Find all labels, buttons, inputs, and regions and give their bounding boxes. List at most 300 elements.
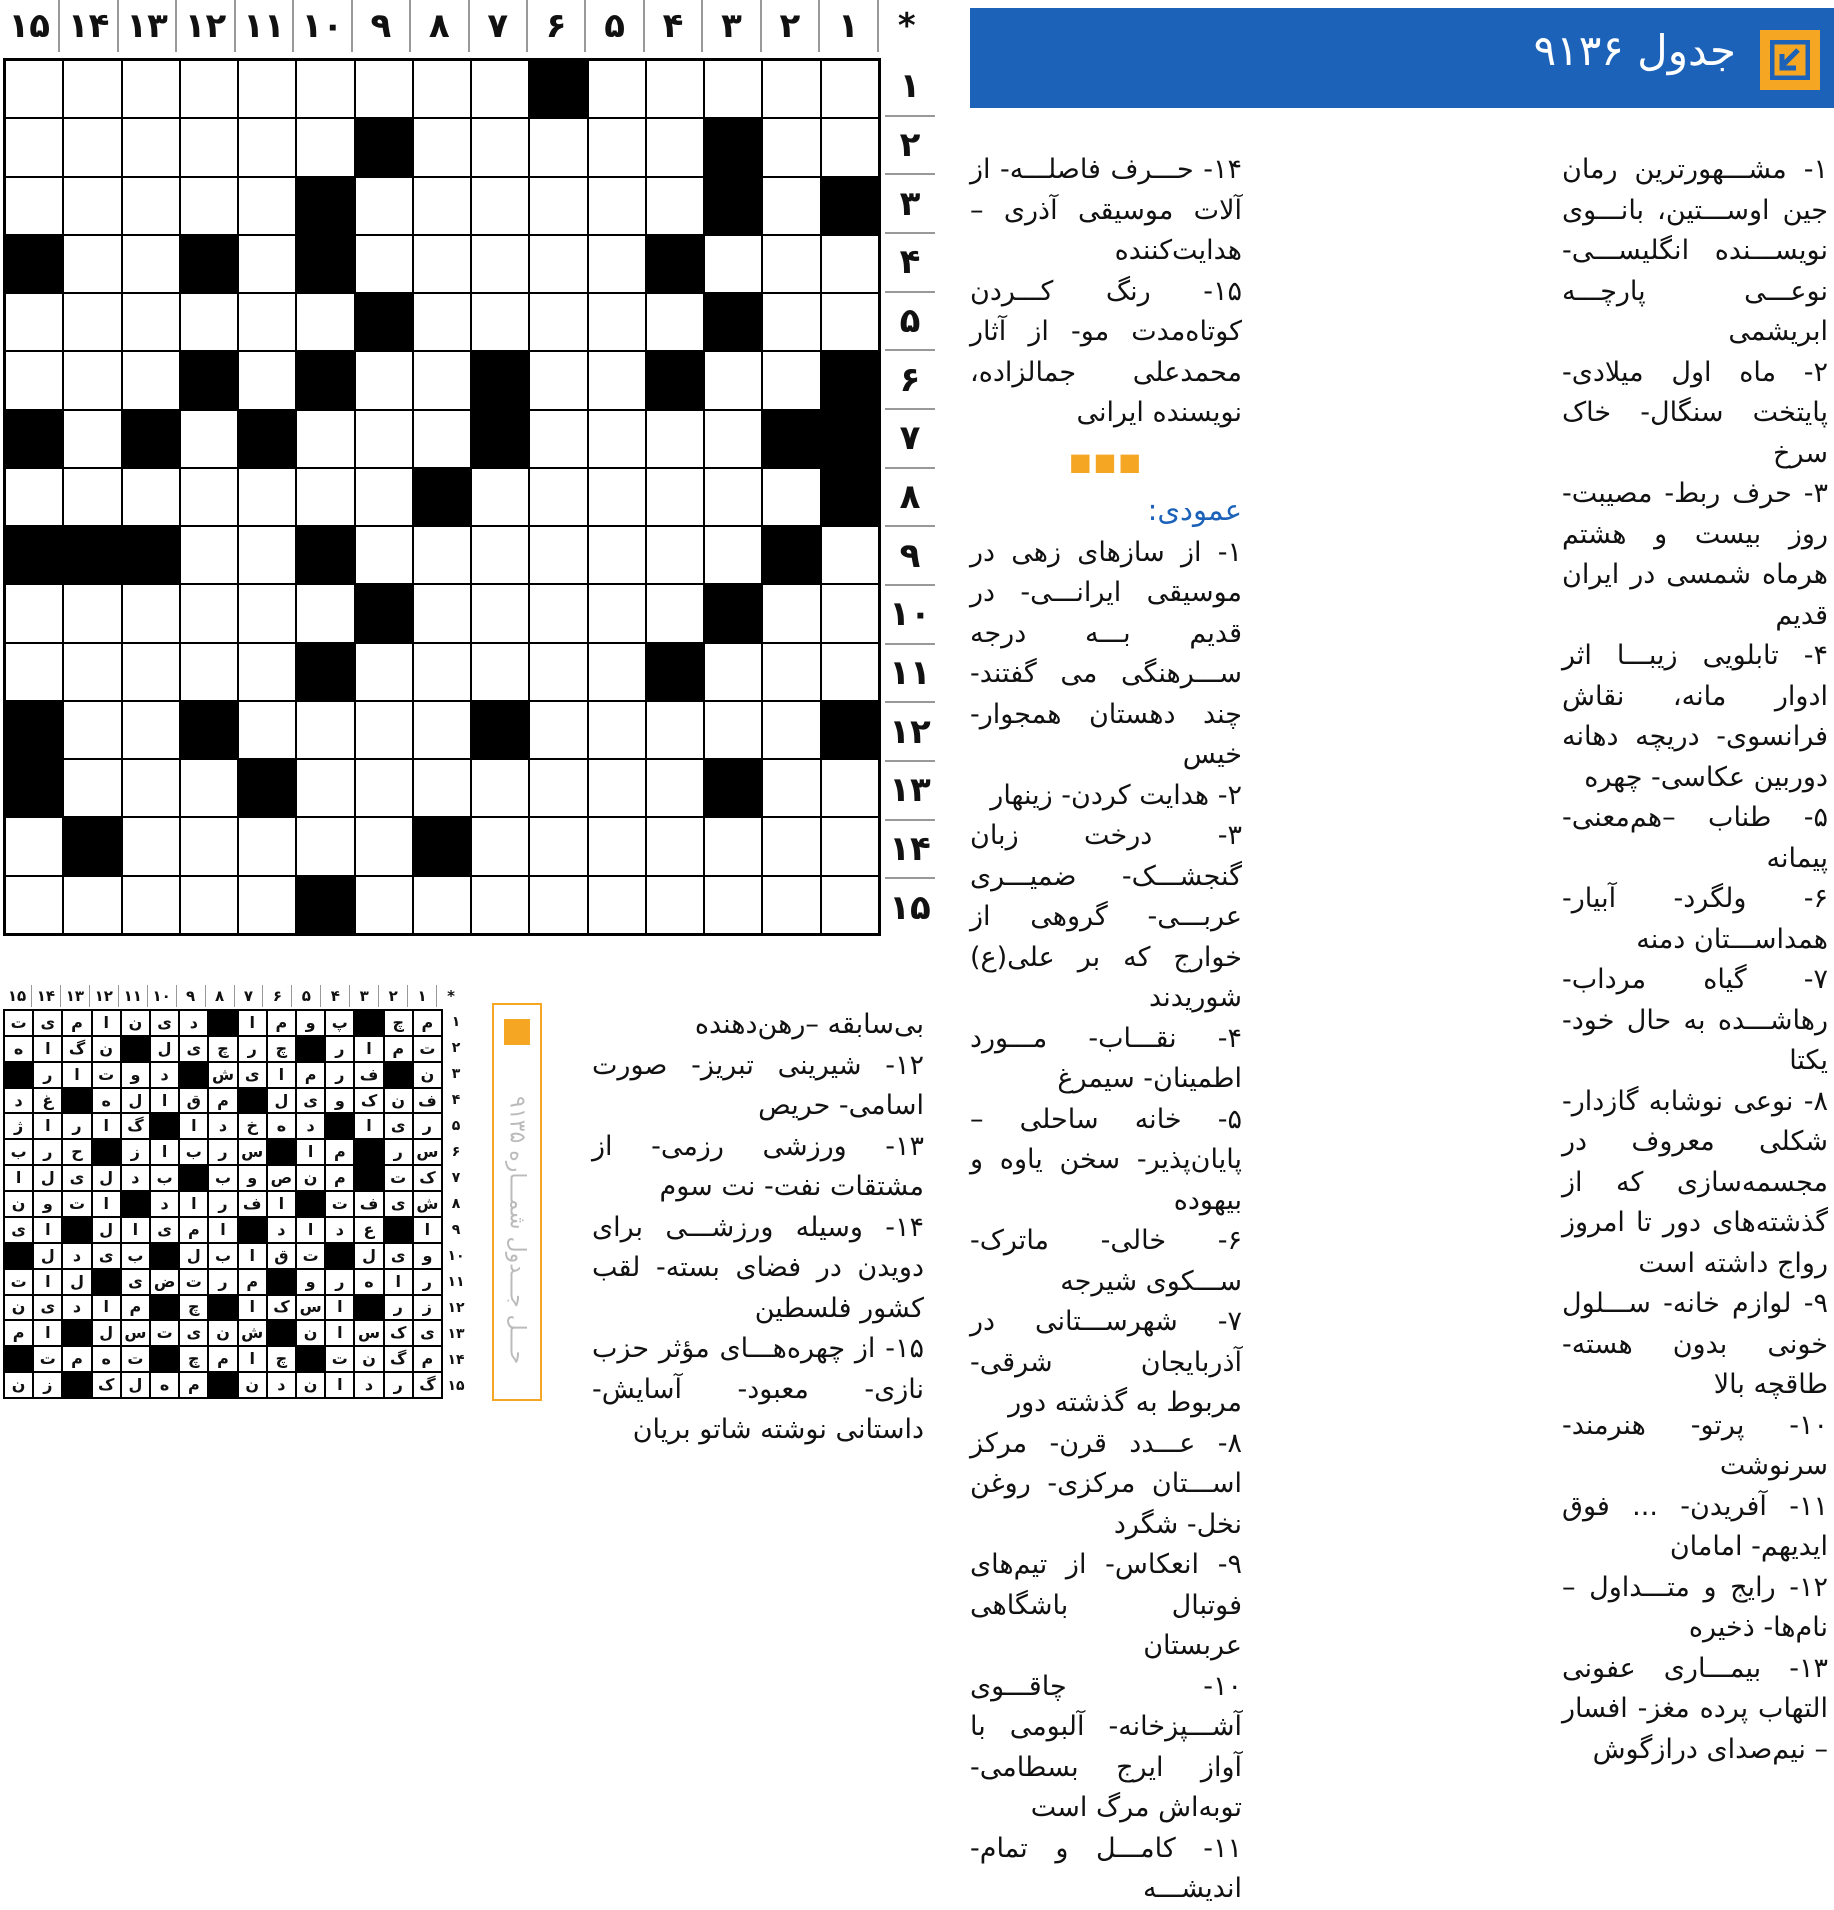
empty-cell[interactable] <box>762 701 820 759</box>
empty-cell[interactable] <box>296 759 354 817</box>
solution-letter-cell: ر <box>413 1113 442 1139</box>
black-cell <box>413 817 471 875</box>
row-number: ۱۳ <box>885 762 935 821</box>
empty-cell[interactable] <box>646 410 704 468</box>
empty-cell[interactable] <box>529 526 587 584</box>
solution-letter-cell: ژ <box>4 1113 33 1139</box>
black-cell <box>180 701 238 759</box>
solution-black-cell <box>384 1062 413 1088</box>
solution-letter-cell: چ <box>179 1295 208 1321</box>
newspaper-logo-icon <box>1760 30 1820 90</box>
black-cell <box>821 701 879 759</box>
solution-letter-cell: ب <box>121 1243 150 1269</box>
solution-letter-cell: س <box>121 1320 150 1346</box>
solution-column-number: ۱۲ <box>89 985 118 1007</box>
empty-cell[interactable] <box>355 177 413 235</box>
vertical-clues-continued <box>592 1005 924 1451</box>
solution-letter-cell: ن <box>296 1165 325 1191</box>
empty-cell[interactable] <box>529 643 587 701</box>
empty-cell[interactable] <box>821 584 879 642</box>
empty-cell[interactable] <box>529 817 587 875</box>
empty-cell[interactable] <box>180 293 238 351</box>
empty-cell[interactable] <box>704 468 762 526</box>
empty-cell[interactable] <box>5 118 63 176</box>
solution-letter-cell: گ <box>413 1372 442 1398</box>
solution-letter-cell: ی <box>62 1165 91 1191</box>
empty-cell[interactable] <box>122 701 180 759</box>
empty-cell[interactable] <box>122 60 180 118</box>
empty-cell[interactable] <box>762 118 820 176</box>
empty-cell[interactable] <box>63 759 121 817</box>
solution-row-number: ۳ <box>451 1066 461 1082</box>
empty-cell[interactable] <box>762 177 820 235</box>
empty-cell[interactable] <box>296 410 354 468</box>
solution-letter-cell: ت <box>92 1062 121 1088</box>
empty-cell[interactable] <box>704 643 762 701</box>
solution-letter-cell: م <box>62 1346 91 1372</box>
empty-cell[interactable] <box>63 293 121 351</box>
black-cell <box>646 643 704 701</box>
solution-letter-cell: س <box>413 1139 442 1165</box>
black-cell <box>762 526 820 584</box>
crossword-grid[interactable] <box>3 58 881 936</box>
empty-cell[interactable] <box>63 351 121 409</box>
solution-letter-cell: و <box>121 1062 150 1088</box>
empty-cell[interactable] <box>588 410 646 468</box>
empty-cell[interactable] <box>704 410 762 468</box>
empty-cell[interactable] <box>821 60 879 118</box>
empty-cell[interactable] <box>180 177 238 235</box>
empty-cell[interactable] <box>238 235 296 293</box>
row-number: ۱ <box>885 58 935 117</box>
empty-cell[interactable] <box>704 701 762 759</box>
empty-cell[interactable] <box>588 118 646 176</box>
empty-cell[interactable] <box>762 817 820 875</box>
empty-cell[interactable] <box>471 235 529 293</box>
empty-cell[interactable] <box>821 759 879 817</box>
empty-cell[interactable] <box>355 60 413 118</box>
row-number: ۴ <box>885 234 935 293</box>
empty-cell[interactable] <box>646 759 704 817</box>
solution-letter-cell: ی <box>179 1036 208 1062</box>
black-cell <box>296 643 354 701</box>
column-number: ۹ <box>351 0 409 52</box>
empty-cell[interactable] <box>646 293 704 351</box>
empty-cell[interactable] <box>821 526 879 584</box>
empty-cell[interactable] <box>63 235 121 293</box>
solution-black-cell <box>354 1139 383 1165</box>
empty-cell[interactable] <box>63 701 121 759</box>
empty-cell[interactable] <box>529 876 587 934</box>
row-number: ۷ <box>885 410 935 469</box>
empty-cell[interactable] <box>180 60 238 118</box>
empty-cell[interactable] <box>63 876 121 934</box>
empty-cell[interactable] <box>355 701 413 759</box>
empty-cell[interactable] <box>5 351 63 409</box>
empty-cell[interactable] <box>704 876 762 934</box>
empty-cell[interactable] <box>63 468 121 526</box>
empty-cell[interactable] <box>122 118 180 176</box>
empty-cell[interactable] <box>180 468 238 526</box>
empty-cell[interactable] <box>646 584 704 642</box>
empty-cell[interactable] <box>413 410 471 468</box>
empty-cell[interactable] <box>63 410 121 468</box>
solution-black-cell <box>267 1269 296 1295</box>
empty-cell[interactable] <box>762 351 820 409</box>
empty-cell[interactable] <box>646 60 704 118</box>
empty-cell[interactable] <box>529 410 587 468</box>
column-number: ۱۵ <box>8 6 50 46</box>
solution-letter-cell: م <box>179 1217 208 1243</box>
black-cell <box>63 526 121 584</box>
solution-letter-cell: گ <box>62 1036 91 1062</box>
empty-cell[interactable] <box>588 701 646 759</box>
empty-cell[interactable] <box>471 293 529 351</box>
empty-cell[interactable] <box>296 60 354 118</box>
vertical-clue: ۱- از سازهای زهی در موسیقی ایرانـــی- در قدیم بـــه درجه ســـرهنگی می گفتند- چند دهستان همجوار- خیس <box>970 536 1242 770</box>
solution-letter-cell: ب <box>179 1139 208 1165</box>
empty-cell[interactable] <box>238 60 296 118</box>
empty-cell[interactable] <box>413 759 471 817</box>
empty-cell[interactable] <box>588 177 646 235</box>
empty-cell[interactable] <box>646 468 704 526</box>
empty-cell[interactable] <box>238 118 296 176</box>
empty-cell[interactable] <box>238 351 296 409</box>
empty-cell[interactable] <box>704 526 762 584</box>
empty-cell[interactable] <box>762 876 820 934</box>
solution-black-cell <box>208 1010 237 1036</box>
empty-cell[interactable] <box>762 60 820 118</box>
horizontal-clue: ۱۳- بیمـــاری عفونی التهاب پرده مغز- افسار – نیم‌صدای درازگوش <box>1562 1652 1828 1765</box>
solution-black-cell <box>354 1295 383 1321</box>
empty-cell[interactable] <box>238 584 296 642</box>
empty-cell[interactable] <box>413 526 471 584</box>
empty-cell[interactable] <box>413 235 471 293</box>
solution-column-number: ۴ <box>320 985 349 1007</box>
solution-black-cell <box>150 1346 179 1372</box>
empty-cell[interactable] <box>588 293 646 351</box>
empty-cell[interactable] <box>413 876 471 934</box>
solution-letter-cell: ی <box>33 1010 62 1036</box>
solution-letter-cell: ا <box>296 1139 325 1165</box>
previous-solution-grid <box>3 1009 443 1399</box>
solution-letter-cell: ر <box>384 1295 413 1321</box>
solution-black-cell <box>92 1269 121 1295</box>
empty-cell[interactable] <box>413 701 471 759</box>
solution-letter-cell: ا <box>267 1062 296 1088</box>
empty-cell[interactable] <box>296 584 354 642</box>
solution-letter-cell: ل <box>33 1243 62 1269</box>
empty-cell[interactable] <box>355 410 413 468</box>
solution-black-cell <box>150 1113 179 1139</box>
black-cell <box>821 410 879 468</box>
black-cell <box>646 235 704 293</box>
solution-letter-cell: ز <box>413 1295 442 1321</box>
empty-cell[interactable] <box>296 817 354 875</box>
solution-letter-cell: چ <box>267 1346 296 1372</box>
solution-black-cell <box>4 1062 33 1088</box>
solution-letter-cell: گ <box>384 1346 413 1372</box>
empty-cell[interactable] <box>5 643 63 701</box>
empty-cell[interactable] <box>413 177 471 235</box>
empty-cell[interactable] <box>238 643 296 701</box>
solution-letter-cell: و <box>325 1088 354 1114</box>
empty-cell[interactable] <box>529 118 587 176</box>
solution-letter-cell: ا <box>384 1269 413 1295</box>
empty-cell[interactable] <box>122 643 180 701</box>
empty-cell[interactable] <box>238 817 296 875</box>
empty-cell[interactable] <box>355 526 413 584</box>
empty-cell[interactable] <box>646 817 704 875</box>
solution-letter-cell: ن <box>238 1372 267 1398</box>
solution-letter-cell: ی <box>150 1010 179 1036</box>
solution-row-number: ۱۰ <box>447 1248 465 1264</box>
empty-cell[interactable] <box>238 293 296 351</box>
empty-cell[interactable] <box>529 293 587 351</box>
solution-letter-cell: د <box>150 1191 179 1217</box>
empty-cell[interactable] <box>296 118 354 176</box>
empty-cell[interactable] <box>180 643 238 701</box>
solution-letter-cell: ل <box>33 1165 62 1191</box>
solution-letter-cell: ق <box>179 1088 208 1114</box>
solution-letter-cell: ا <box>238 1295 267 1321</box>
empty-cell[interactable] <box>180 759 238 817</box>
empty-cell[interactable] <box>588 584 646 642</box>
black-cell <box>180 235 238 293</box>
empty-cell[interactable] <box>122 584 180 642</box>
empty-cell[interactable] <box>704 60 762 118</box>
empty-cell[interactable] <box>63 643 121 701</box>
empty-cell[interactable] <box>588 817 646 875</box>
empty-cell[interactable] <box>5 468 63 526</box>
empty-cell[interactable] <box>529 177 587 235</box>
empty-cell[interactable] <box>63 177 121 235</box>
horizontal-clue: ۱۱- آفریدن- ... فوق ایدیهم- امامان <box>1562 1490 1828 1562</box>
empty-cell[interactable] <box>63 584 121 642</box>
solution-letter-cell: ی <box>121 1269 150 1295</box>
empty-cell[interactable] <box>5 177 63 235</box>
empty-cell[interactable] <box>413 584 471 642</box>
empty-cell[interactable] <box>413 118 471 176</box>
solution-letter-cell: ل <box>354 1243 383 1269</box>
empty-cell[interactable] <box>238 876 296 934</box>
empty-cell[interactable] <box>471 60 529 118</box>
solution-black-cell <box>296 1036 325 1062</box>
empty-cell[interactable] <box>122 817 180 875</box>
empty-cell[interactable] <box>529 701 587 759</box>
empty-cell[interactable] <box>529 235 587 293</box>
empty-cell[interactable] <box>588 235 646 293</box>
empty-cell[interactable] <box>180 410 238 468</box>
empty-cell[interactable] <box>5 817 63 875</box>
solution-column-number: ۷ <box>234 985 263 1007</box>
empty-cell[interactable] <box>180 118 238 176</box>
empty-cell[interactable] <box>122 468 180 526</box>
empty-cell[interactable] <box>762 293 820 351</box>
empty-cell[interactable] <box>471 817 529 875</box>
empty-cell[interactable] <box>588 351 646 409</box>
empty-cell[interactable] <box>821 118 879 176</box>
solution-letter-cell: ت <box>33 1346 62 1372</box>
empty-cell[interactable] <box>238 526 296 584</box>
column-number: ۴ <box>643 0 701 52</box>
empty-cell[interactable] <box>355 759 413 817</box>
empty-cell[interactable] <box>821 876 879 934</box>
empty-cell[interactable] <box>646 876 704 934</box>
empty-cell[interactable] <box>588 526 646 584</box>
black-cell <box>180 351 238 409</box>
solution-letter-cell: ح <box>62 1139 91 1165</box>
empty-cell[interactable] <box>762 235 820 293</box>
empty-cell[interactable] <box>355 468 413 526</box>
empty-cell[interactable] <box>588 468 646 526</box>
empty-cell[interactable] <box>355 235 413 293</box>
solution-letter-cell: ا <box>33 1036 62 1062</box>
empty-cell[interactable] <box>471 468 529 526</box>
empty-cell[interactable] <box>122 293 180 351</box>
empty-cell[interactable] <box>646 118 704 176</box>
empty-cell[interactable] <box>122 177 180 235</box>
solution-letter-cell: ل <box>92 1165 121 1191</box>
solution-letter-cell: ت <box>179 1269 208 1295</box>
solution-letter-cell: د <box>267 1372 296 1398</box>
row-number-header <box>885 58 935 936</box>
solution-letter-cell: ر <box>325 1062 354 1088</box>
vertical-clue: ۱۳- ورزشی رزمی- از مشتقات نفت- نت سوم <box>592 1130 924 1202</box>
solution-letter-cell: ی <box>238 1062 267 1088</box>
solution-black-cell <box>62 1372 91 1398</box>
empty-cell[interactable] <box>238 701 296 759</box>
empty-cell[interactable] <box>5 60 63 118</box>
empty-cell[interactable] <box>5 584 63 642</box>
empty-cell[interactable] <box>646 177 704 235</box>
empty-cell[interactable] <box>821 643 879 701</box>
empty-cell[interactable] <box>471 759 529 817</box>
empty-cell[interactable] <box>5 293 63 351</box>
solution-black-cell <box>4 1243 33 1269</box>
empty-cell[interactable] <box>355 876 413 934</box>
solution-letter-cell: ا <box>4 1165 33 1191</box>
solution-letter-cell: ر <box>208 1139 237 1165</box>
empty-cell[interactable] <box>63 60 121 118</box>
solution-letter-cell: ی <box>384 1243 413 1269</box>
empty-cell[interactable] <box>180 584 238 642</box>
empty-cell[interactable] <box>704 817 762 875</box>
empty-cell[interactable] <box>413 643 471 701</box>
solution-letter-cell: ن <box>121 1010 150 1036</box>
empty-cell[interactable] <box>180 876 238 934</box>
empty-cell[interactable] <box>588 60 646 118</box>
empty-cell[interactable] <box>762 643 820 701</box>
solution-letter-cell: ا <box>33 1217 62 1243</box>
solution-letter-cell: ش <box>413 1191 442 1217</box>
column-number: ۱۲ <box>175 0 233 52</box>
empty-cell[interactable] <box>762 468 820 526</box>
empty-cell[interactable] <box>122 351 180 409</box>
empty-cell[interactable] <box>762 759 820 817</box>
solution-letter-cell: ع <box>354 1217 383 1243</box>
horizontal-clue: ۱۵- رنگ کـــردن کوتاه‌مدت مو- از آثار محمدعلی جمالزاده، نویسنده ایرانی <box>970 275 1242 428</box>
empty-cell[interactable] <box>529 351 587 409</box>
solution-letter-cell: ب <box>208 1165 237 1191</box>
horizontal-clue: ۳- حرف ربط- مصیبت- روز بیست و هشتم هرماه شمسی در ایران قدیم <box>1562 478 1828 631</box>
solution-letter-cell: ل <box>121 1088 150 1114</box>
solution-column-number: ۸ <box>205 985 234 1007</box>
empty-cell[interactable] <box>588 876 646 934</box>
empty-cell[interactable] <box>646 526 704 584</box>
empty-cell[interactable] <box>413 293 471 351</box>
empty-cell[interactable] <box>821 235 879 293</box>
solution-black-cell <box>354 1010 383 1036</box>
empty-cell[interactable] <box>355 817 413 875</box>
empty-cell[interactable] <box>296 293 354 351</box>
horizontal-clue: ۸- نوعی نوشابه گازدار- شکلی معروف در مجسمه‌سازی که از گذشته‌های دور تا امروز رواج داشته است <box>1562 1085 1828 1279</box>
empty-cell[interactable] <box>762 584 820 642</box>
solution-black-cell <box>384 1217 413 1243</box>
black-cell <box>122 410 180 468</box>
empty-cell[interactable] <box>704 235 762 293</box>
empty-cell[interactable] <box>704 351 762 409</box>
empty-cell[interactable] <box>471 177 529 235</box>
black-cell <box>5 701 63 759</box>
empty-cell[interactable] <box>821 817 879 875</box>
black-cell <box>704 584 762 642</box>
empty-cell[interactable] <box>471 118 529 176</box>
empty-cell[interactable] <box>180 817 238 875</box>
empty-cell[interactable] <box>471 526 529 584</box>
empty-cell[interactable] <box>646 701 704 759</box>
empty-cell[interactable] <box>355 643 413 701</box>
empty-cell[interactable] <box>180 526 238 584</box>
empty-cell[interactable] <box>413 351 471 409</box>
vertical-clue: ۱۰- چاقـــوی آشـــپزخانه- آلبومی با آواز ایرج بسطامی- توبه‌اش مرگ است <box>970 1670 1242 1823</box>
puzzle-title-banner <box>970 8 1834 108</box>
empty-cell[interactable] <box>5 876 63 934</box>
empty-cell[interactable] <box>238 468 296 526</box>
empty-cell[interactable] <box>529 584 587 642</box>
horizontal-clue: ۶- ولگرد- آبیار- همداســـتان دمنه <box>1562 883 1828 955</box>
solution-letter-cell: ق <box>267 1243 296 1269</box>
solution-row-number: ۱۵ <box>447 1378 465 1394</box>
empty-cell[interactable] <box>471 876 529 934</box>
empty-cell[interactable] <box>296 468 354 526</box>
empty-cell[interactable] <box>588 759 646 817</box>
empty-cell[interactable] <box>471 643 529 701</box>
solution-letter-cell: ی <box>33 1295 62 1321</box>
solution-letter-cell: ک <box>92 1372 121 1398</box>
empty-cell[interactable] <box>63 118 121 176</box>
empty-cell[interactable] <box>588 643 646 701</box>
solution-letter-cell: ر <box>208 1269 237 1295</box>
empty-cell[interactable] <box>238 177 296 235</box>
solution-letter-cell: د <box>150 1062 179 1088</box>
empty-cell[interactable] <box>821 293 879 351</box>
empty-cell[interactable] <box>122 759 180 817</box>
empty-cell[interactable] <box>413 60 471 118</box>
empty-cell[interactable] <box>122 235 180 293</box>
empty-cell[interactable] <box>355 351 413 409</box>
empty-cell[interactable] <box>296 701 354 759</box>
empty-cell[interactable] <box>529 759 587 817</box>
empty-cell[interactable] <box>122 876 180 934</box>
solution-letter-cell: چ <box>208 1036 237 1062</box>
empty-cell[interactable] <box>471 584 529 642</box>
solution-letter-cell: ت <box>150 1320 179 1346</box>
solution-letter-cell: ت <box>4 1010 33 1036</box>
solution-column-number: ۶ <box>262 985 291 1007</box>
solution-letter-cell: ا <box>33 1113 62 1139</box>
empty-cell[interactable] <box>529 468 587 526</box>
